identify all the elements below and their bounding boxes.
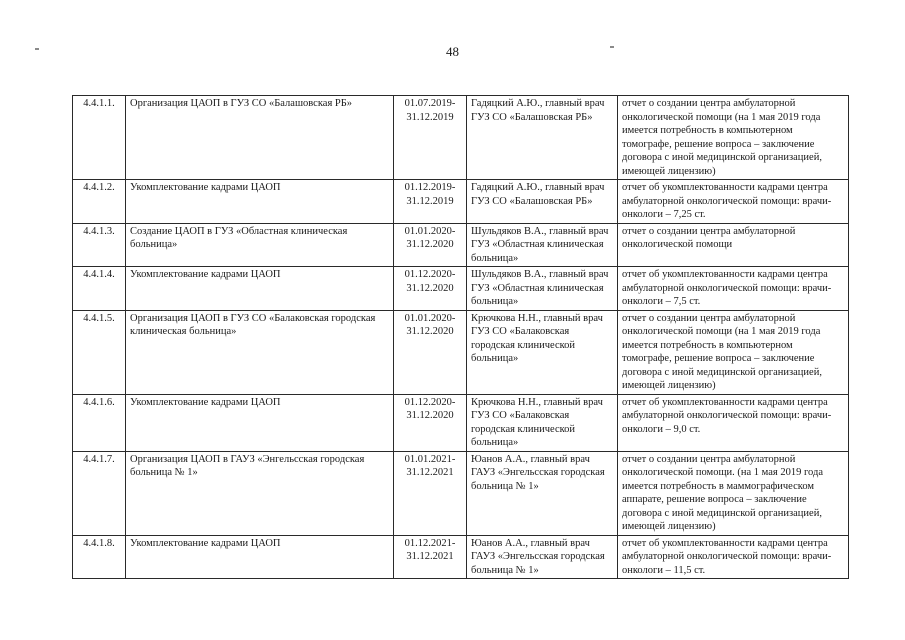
plan-table-body — [73, 96, 849, 579]
date-start: 01.12.2020- — [404, 396, 456, 408]
result-cell: отчет о создании центра амбулаторной онкологической помощи (на 1 мая 2019 года имеется потребность в компьютерном томографе, решение вопроса – заключение договора с иной медицинской организацией, имеющей лицензию) — [618, 96, 849, 180]
result-cell: отчет об укомплектованности кадрами центра амбулаторной онкологической помощи: врачи-онкологи – 11,5 ст. — [618, 535, 849, 579]
result-cell: отчет о создании центра амбулаторной онкологической помощи. (на 1 мая 2019 года имеется потребность в маммографическом аппарате, решение вопроса – заключение договора с иной медицинской организацией, имеющей лицензию) — [618, 451, 849, 535]
scan-speck — [35, 48, 39, 50]
table-row — [73, 267, 849, 311]
table-row — [73, 223, 849, 267]
row-number: 4.4.1.2. — [73, 180, 126, 224]
date-end: 31.12.2020 — [406, 326, 454, 337]
date-cell — [394, 451, 467, 535]
responsible-cell: Крючкова Н.Н., главный врач ГУЗ СО «Балаковская городская клинической больница» — [467, 394, 618, 451]
responsible-cell: Гадяцкий А.Ю., главный врач ГУЗ СО «Балашовская РБ» — [467, 96, 618, 180]
responsible-cell: Юанов А.А., главный врач ГАУЗ «Энгельсская городская больница № 1» — [467, 451, 618, 535]
date-start: 01.07.2019- — [404, 98, 456, 109]
event-cell: Создание ЦАОП в ГУЗ «Областная клиническая больница» — [126, 223, 394, 267]
table-row — [73, 535, 849, 579]
table-row — [73, 451, 849, 535]
event-cell: Организация ЦАОП в ГУЗ СО «Балашовская РБ» — [126, 96, 394, 180]
result-cell: отчет об укомплектованности кадрами центра амбулаторной онкологической помощи: врачи-онкологи – 7,25 ст. — [618, 180, 849, 224]
date-start: 01.01.2021- — [404, 453, 456, 465]
event-cell: Организация ЦАОП в ГУЗ СО «Балаковская городская клиническая больница» — [126, 310, 394, 394]
page-number: 48 — [446, 44, 459, 59]
row-number: 4.4.1.4. — [73, 267, 126, 311]
responsible-cell: Шульдяков В.А., главный врач ГУЗ «Областная клиническая больница» — [467, 223, 618, 267]
scan-speck — [610, 46, 614, 48]
result-cell: отчет о создании центра амбулаторной онкологической помощи — [618, 223, 849, 267]
result-cell: отчет об укомплектованности кадрами центра амбулаторной онкологической помощи: врачи-онкологи – 9,0 ст. — [618, 394, 849, 451]
date-end: 31.12.2019 — [406, 111, 454, 123]
row-number: 4.4.1.6. — [73, 394, 126, 451]
date-end: 31.12.2020 — [406, 239, 454, 250]
table-row — [73, 394, 849, 451]
date-start: 01.01.2020- — [404, 225, 456, 237]
table-row — [73, 96, 849, 180]
date-start: 01.01.2020- — [404, 312, 456, 324]
date-end: 31.12.2019 — [406, 195, 454, 207]
date-cell — [394, 180, 467, 224]
plan-table — [72, 95, 849, 579]
result-cell: отчет об укомплектованности кадрами центра амбулаторной онкологической помощи: врачи-онкологи – 7,5 ст. — [618, 267, 849, 311]
date-cell — [394, 394, 467, 451]
row-number: 4.4.1.3. — [73, 223, 126, 267]
event-cell: Укомплектование кадрами ЦАОП — [126, 535, 394, 579]
table-row — [73, 180, 849, 224]
row-number: 4.4.1.8. — [73, 535, 126, 579]
date-cell — [394, 96, 467, 180]
row-number: 4.4.1.5. — [73, 310, 126, 394]
event-cell: Укомплектование кадрами ЦАОП — [126, 180, 394, 224]
row-number: 4.4.1.1. — [73, 96, 126, 180]
responsible-cell: Гадяцкий А.Ю., главный врач ГУЗ СО «Балашовская РБ» — [467, 180, 618, 224]
responsible-cell: Крючкова Н.Н., главный врач ГУЗ СО «Балаковская городская клинической больница» — [467, 310, 618, 394]
date-cell — [394, 223, 467, 267]
date-start: 01.12.2020- — [404, 269, 456, 280]
event-cell: Организация ЦАОП в ГАУЗ «Энгельсская городская больница № 1» — [126, 451, 394, 535]
date-start: 01.12.2019- — [404, 182, 456, 193]
event-cell: Укомплектование кадрами ЦАОП — [126, 267, 394, 311]
row-number: 4.4.1.7. — [73, 451, 126, 535]
date-end: 31.12.2021 — [406, 467, 454, 478]
date-cell — [394, 267, 467, 311]
result-cell: отчет о создании центра амбулаторной онкологической помощи (на 1 мая 2019 года имеется потребность в компьютерном томографе, решение вопроса – заключение договора с иной медицинской организацией, имеющей лицензию) — [618, 310, 849, 394]
responsible-cell: Шульдяков В.А., главный врач ГУЗ «Областная клиническая больница» — [467, 267, 618, 311]
table-row — [73, 310, 849, 394]
event-cell: Укомплектование кадрами ЦАОП — [126, 394, 394, 451]
date-cell — [394, 310, 467, 394]
date-end: 31.12.2020 — [406, 282, 454, 294]
date-end: 31.12.2021 — [406, 551, 454, 562]
date-start: 01.12.2021- — [404, 537, 456, 549]
date-cell — [394, 535, 467, 579]
responsible-cell: Юанов А.А., главный врач ГАУЗ «Энгельсская городская больница № 1» — [467, 535, 618, 579]
date-end: 31.12.2020 — [406, 410, 454, 421]
